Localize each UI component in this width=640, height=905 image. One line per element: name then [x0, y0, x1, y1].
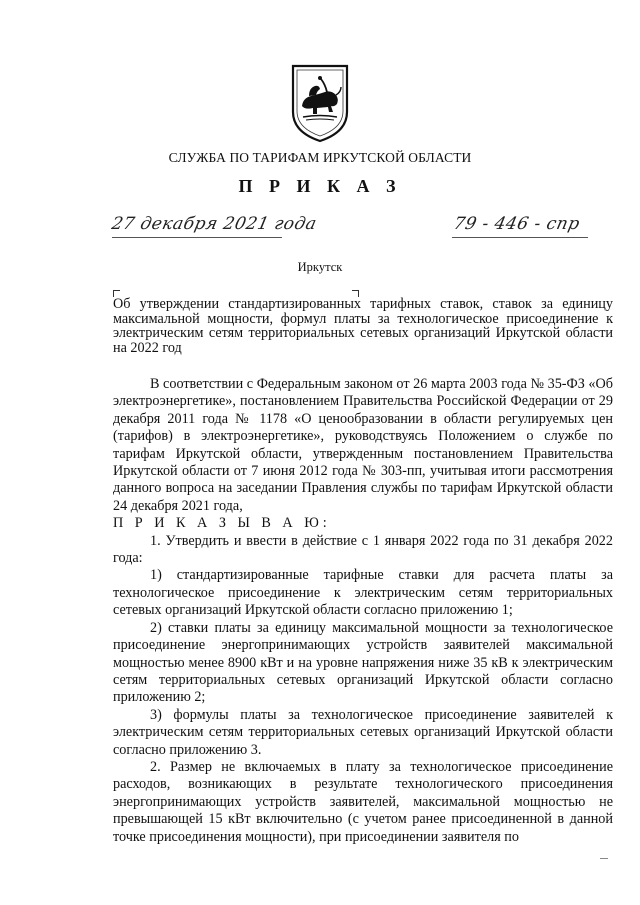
page-mark — [600, 858, 608, 859]
document-subject: Об утверждении стандартизированных тарифных ставок, ставок за единицу максимальной мощности, формул платы за технологическое присоединение к электрическим сетям территориальных сетевых организаций Иркутской области на 2022 год — [113, 296, 613, 356]
item-paragraph: 1. Утвердить и ввести в действие с 1 января 2022 года по 31 декабря 2022 года: — [113, 532, 613, 567]
city-name: Иркутск — [297, 260, 343, 274]
coat-of-arms-emblem — [289, 62, 351, 144]
preamble-paragraph: В соответствии с Федеральным законом от 26 марта 2003 года № 35-ФЗ «Об электроэнергетике», постановлением Правительства Российской Федерации от 29 декабря 2011 года № 1178 «О ценообразовании в области регулируемых цен (тарифов) в электроэнергетике», руководствуясь Положением о службе по тарифам Иркутской области, утвержденным постановлением Правительства Иркутской области от 7 июня 2012 года № 303-пп, учитывая итоги рассмотрения данного вопроса на заседании Правления службы по тарифам Иркутской области 24 декабря 2021 года, — [113, 376, 613, 514]
handwritten-number: 79 - 446 - спр — [451, 214, 582, 234]
number-underline — [452, 237, 588, 238]
item-paragraph: 2. Размер не включаемых в плату за технологическое присоединение расходов, возникающих в результате технологического присоединения энергопринимающих устройств заявителей, максимальной мощностью не превышающей 15 кВт включительно (с учетом ранее присоединенной в данной точке присоединения мощности), при присоединении заявителя по — [113, 758, 613, 845]
date-underline — [112, 237, 282, 238]
item-paragraph: 1) стандартизированные тарифные ставки для расчета платы за технологическое присоединение к электрическим сетям территориальных сетевых организаций Иркутской области согласно приложению 1; — [113, 567, 613, 619]
agency-name: СЛУЖБА ПО ТАРИФАМ ИРКУТСКОЙ ОБЛАСТИ — [168, 150, 472, 165]
handwritten-date: 27 декабря 2021 года — [109, 214, 319, 234]
order-word: П Р И К А З Ы В А Ю: — [113, 515, 331, 532]
document-body — [113, 376, 613, 846]
document-title: П Р И К А З — [238, 176, 402, 196]
item-paragraph: 2) ставки платы за единицу максимальной мощности за технологическое присоединение энергопринимающих устройств заявителей максимальной мощностью менее 8900 кВт и на уровне напряжения ниже 35 кВ к электрическим сетям территориальных сетевых организаций Иркутской области согласно приложению 2; — [113, 619, 613, 706]
item-paragraph: 3) формулы платы за технологическое присоединение заявителей к электрическим сетям территориальных сетевых организаций Иркутской области согласно приложению 3. — [113, 706, 613, 758]
